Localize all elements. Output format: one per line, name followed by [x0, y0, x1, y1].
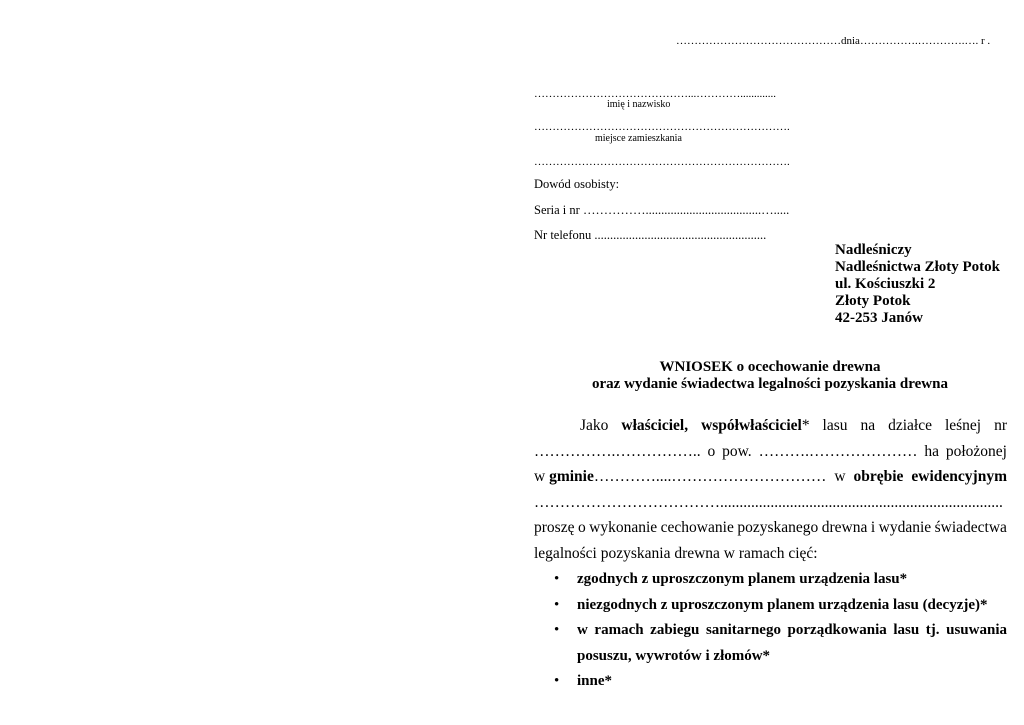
body-word: nr [994, 417, 1007, 434]
title-line-1: WNIOSEK o ocechowanie drewna [659, 359, 881, 375]
list-item [534, 669, 1007, 695]
list-item [534, 593, 1007, 619]
body-word: lasu [822, 417, 848, 434]
cadastral-label: ewidencyjnym [911, 468, 1007, 486]
body-word: o [577, 519, 586, 537]
body-word: działce [888, 417, 932, 434]
id-document-label: Dowód osobisty: [534, 177, 620, 191]
applicant-address-line: ……………………………………………………………. [534, 121, 790, 133]
body-word: świadectwa [934, 519, 1007, 537]
body-word: Jako [580, 417, 609, 434]
body-line-4: ………………………………......................................................................... [534, 493, 1003, 511]
body-line-2 [534, 439, 1007, 465]
bullet-icon: • [554, 673, 560, 690]
body-word: położonej [945, 442, 1007, 460]
cutting-type-list [534, 567, 1007, 695]
request-body [534, 413, 1007, 567]
recipient-line-4: Złoty Potok [835, 293, 911, 309]
bullet-icon: • [554, 622, 560, 639]
bullet-icon: • [554, 596, 560, 613]
applicant-address-line-2: ……………………………………………………………. [534, 156, 790, 168]
body-word: leśnej [944, 417, 982, 434]
list-item-text: w ramach zabiegu sanitarnego porządkowania lasu tj. usuwania posuszu, wywrotów i złomów* [577, 622, 1007, 664]
body-line-5 [534, 515, 1007, 541]
municipality-blank: …………....………………………… [593, 468, 827, 486]
list-item-text: niezgodnych z uproszczonym planem urządzenia lasu (decyzje)* [577, 596, 988, 613]
plot-number-blank: …………….…………….. [534, 442, 701, 460]
co-owner-option: współwłaściciel [701, 417, 802, 434]
body-word: cechowanie [660, 519, 734, 537]
owner-option: właściciel, [621, 417, 689, 434]
body-word: wydanie [878, 519, 932, 537]
recipient-line-5: 42-253 Janów [835, 310, 923, 326]
document-title [530, 359, 1010, 393]
recipient-line-3: ul. Kościuszki 2 [835, 276, 936, 292]
body-word: drewna [821, 519, 868, 537]
asterisk: * [801, 417, 810, 434]
area-blank: ……….………………… [758, 442, 918, 460]
id-series-line: Seria i nr …………….....................................…..... [534, 203, 790, 217]
phone-line: Nr telefonu ....................................................... [534, 228, 767, 242]
body-word: proszę [534, 519, 575, 537]
body-word: wykonanie [589, 519, 658, 537]
body-word: pow. [722, 442, 752, 460]
body-line-1 [534, 413, 1007, 439]
applicant-name-line: ……………………………………...…………............. [534, 88, 776, 100]
body-word: pozyskanego [737, 519, 819, 537]
bullet-icon: • [554, 571, 560, 587]
recipient-line-2: Nadleśnictwa Złoty Potok [835, 259, 1000, 275]
municipality-group [534, 464, 826, 490]
body-word: w [834, 468, 846, 486]
list-item-text: inne* [577, 673, 613, 690]
municipality-label: gminie [549, 468, 594, 486]
body-line-3 [534, 464, 1007, 490]
title-line-2: oraz wydanie świadectwa legalności pozyskania drewna [592, 376, 948, 392]
date-line: ………………………………………dnia…………….………….…. r . [676, 35, 991, 47]
applicant-name-caption: imię i nazwisko [607, 99, 671, 110]
applicant-address-caption: miejsce zamieszkania [595, 133, 682, 144]
recipient-line-1: Nadleśniczy [835, 242, 912, 258]
body-word: w [534, 468, 546, 486]
body-word: ha [924, 442, 939, 460]
co-owner-group [701, 413, 810, 439]
body-line-6: legalności pozyskania drewna w ramach cięć: [534, 544, 818, 562]
body-word: na [860, 417, 876, 434]
body-word: i [870, 519, 876, 537]
list-item-text: zgodnych z uproszczonym planem urządzenia lasu* [577, 571, 908, 587]
recipient-address [835, 242, 1000, 327]
list-item [534, 567, 1007, 593]
precinct-label: obrębie [853, 468, 904, 486]
body-word: o [707, 442, 716, 460]
list-item [534, 618, 1007, 669]
